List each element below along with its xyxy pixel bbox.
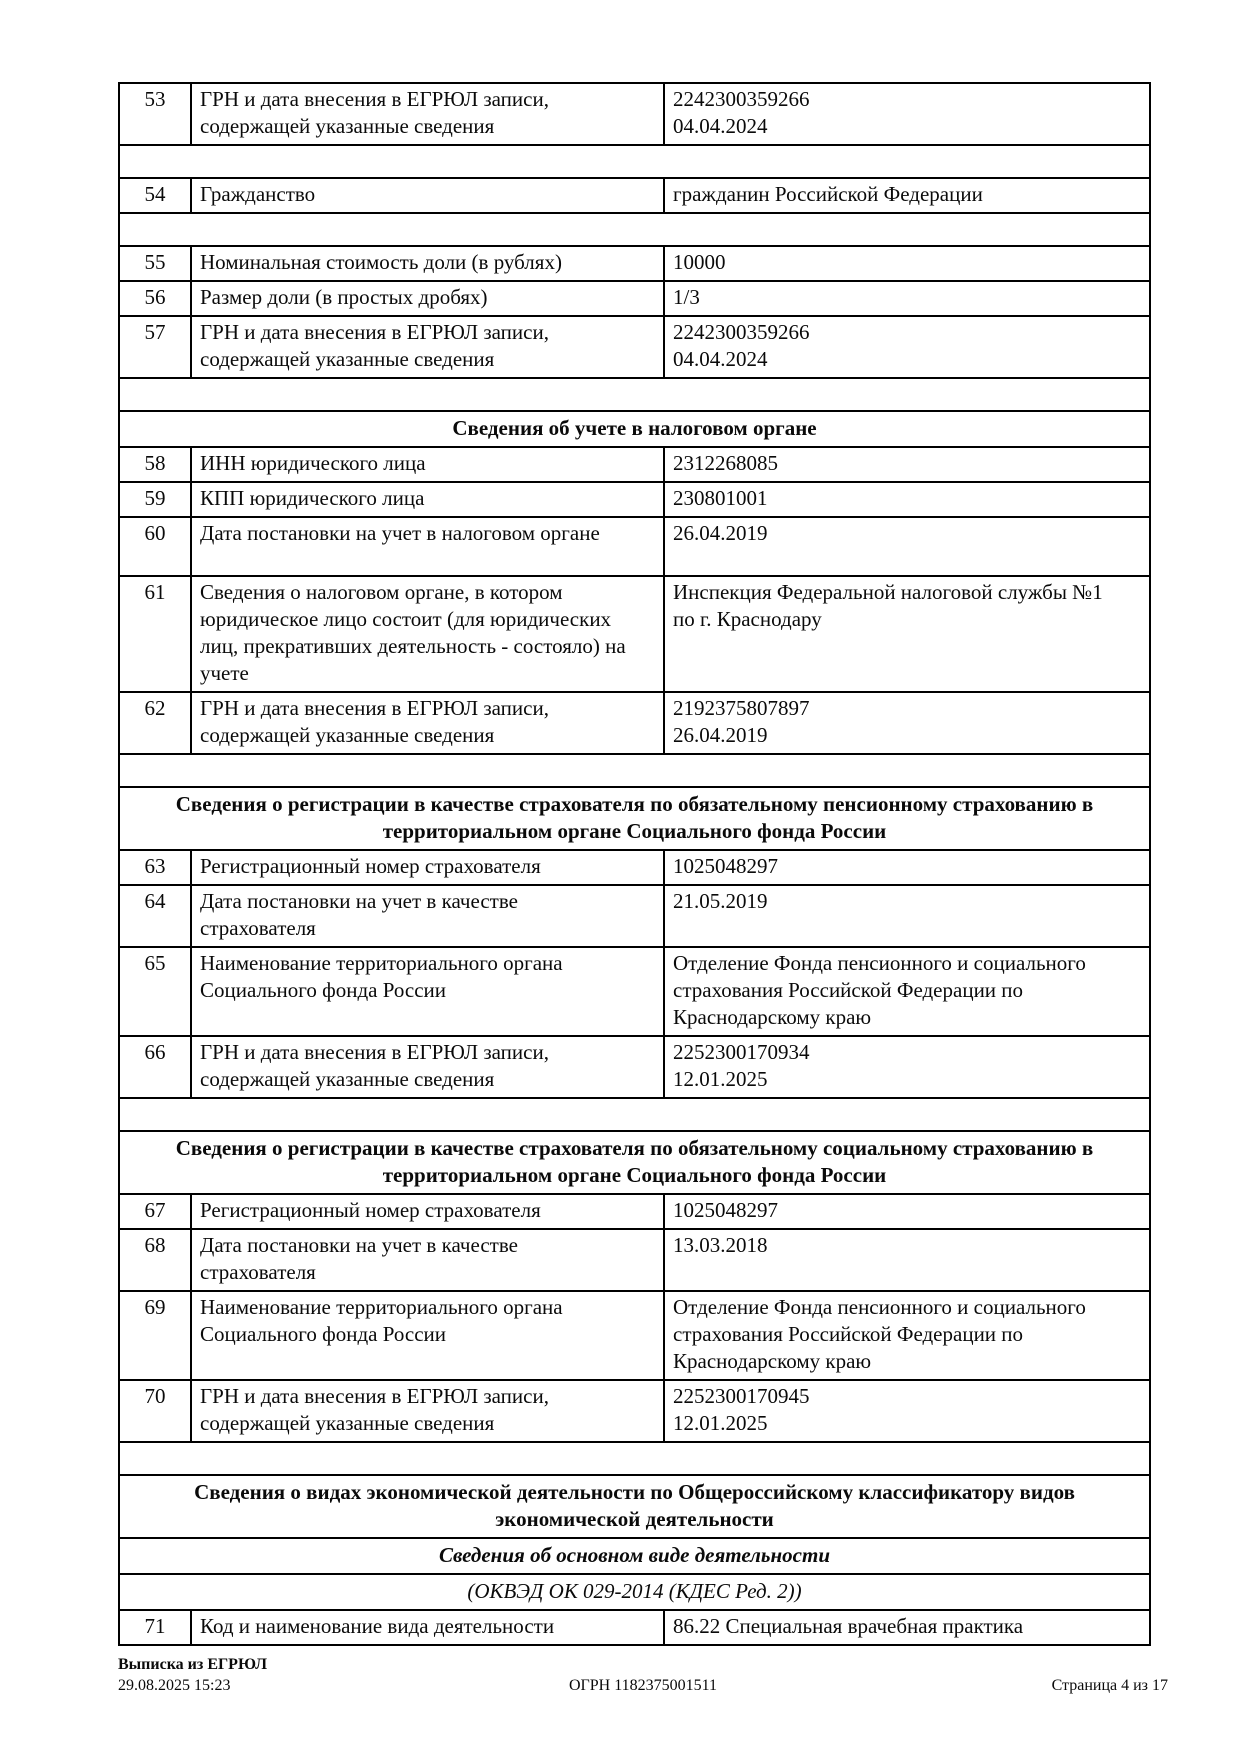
row-number: 56 bbox=[120, 282, 192, 315]
table-row bbox=[120, 177, 1149, 212]
table-row bbox=[120, 1193, 1149, 1228]
table-spacer bbox=[120, 1097, 1149, 1130]
row-label: Регистрационный номер страхователя bbox=[192, 851, 665, 884]
row-value bbox=[665, 247, 1149, 280]
row-value bbox=[665, 1195, 1149, 1228]
row-value bbox=[665, 577, 1149, 691]
row-value bbox=[665, 317, 1149, 377]
table-row bbox=[120, 575, 1149, 691]
egrul-table bbox=[118, 82, 1151, 1646]
row-value bbox=[665, 886, 1149, 946]
row-label: Размер доли (в простых дробях) bbox=[192, 282, 665, 315]
table-row bbox=[120, 280, 1149, 315]
row-value bbox=[665, 948, 1149, 1035]
row-label: Дата постановки на учет в качестве страхователя bbox=[192, 886, 665, 946]
table-row bbox=[120, 315, 1149, 377]
table-spacer bbox=[120, 377, 1149, 410]
table-row bbox=[120, 516, 1149, 575]
row-number: 53 bbox=[120, 84, 192, 144]
row-value bbox=[665, 851, 1149, 884]
row-value-line: 1/3 bbox=[673, 285, 700, 309]
row-number: 70 bbox=[120, 1381, 192, 1441]
row-value-line: 04.04.2024 bbox=[673, 347, 768, 371]
row-number: 60 bbox=[120, 518, 192, 575]
table-spacer bbox=[120, 1441, 1149, 1474]
row-label: ГРН и дата внесения в ЕГРЮЛ записи, содержащей указанные сведения bbox=[192, 317, 665, 377]
table-row bbox=[120, 1379, 1149, 1441]
table-row bbox=[120, 481, 1149, 516]
row-value-line: 04.04.2024 bbox=[673, 114, 768, 138]
row-value bbox=[665, 84, 1149, 144]
table-spacer bbox=[120, 212, 1149, 245]
table-spacer bbox=[120, 753, 1149, 786]
section-header: Сведения о регистрации в качестве страхователя по обязательному социальному страхованию в территориальном органе Социального фонда России bbox=[120, 1130, 1149, 1193]
row-number: 63 bbox=[120, 851, 192, 884]
row-label: ГРН и дата внесения в ЕГРЮЛ записи, содержащей указанные сведения bbox=[192, 84, 665, 144]
row-value-line: 86.22 Специальная врачебная практика bbox=[673, 1614, 1024, 1638]
row-number: 59 bbox=[120, 483, 192, 516]
row-value bbox=[665, 1037, 1149, 1097]
table-row bbox=[120, 884, 1149, 946]
table-row bbox=[120, 1609, 1149, 1644]
page-footer bbox=[118, 1654, 1168, 1702]
footer-datetime: 29.08.2025 15:23 bbox=[118, 1677, 231, 1694]
footer-doc-type: Выписка из ЕГРЮЛ bbox=[118, 1656, 268, 1673]
row-label: ГРН и дата внесения в ЕГРЮЛ записи, содержащей указанные сведения bbox=[192, 1381, 665, 1441]
row-value-line: 2242300359266 bbox=[673, 87, 810, 111]
row-value-line: 1025048297 bbox=[673, 1198, 778, 1222]
row-value-line: 21.05.2019 bbox=[673, 889, 768, 913]
row-label: КПП юридического лица bbox=[192, 483, 665, 516]
row-number: 68 bbox=[120, 1230, 192, 1290]
table-spacer bbox=[120, 144, 1149, 177]
row-value-line: Отделение Фонда пенсионного и социального страхования Российской Федерации по Краснодарскому краю bbox=[673, 951, 1086, 1029]
row-number: 55 bbox=[120, 247, 192, 280]
section-header: Сведения о регистрации в качестве страхователя по обязательному пенсионному страхованию в территориальном органе Социального фонда России bbox=[120, 786, 1149, 849]
row-value-line: 2242300359266 bbox=[673, 320, 810, 344]
row-number: 65 bbox=[120, 948, 192, 1035]
row-value bbox=[665, 1381, 1149, 1441]
row-value-line: 1025048297 bbox=[673, 854, 778, 878]
row-number: 69 bbox=[120, 1292, 192, 1379]
row-number: 66 bbox=[120, 1037, 192, 1097]
row-value-line: гражданин Российской Федерации bbox=[673, 182, 983, 206]
row-number: 71 bbox=[120, 1611, 192, 1644]
row-value bbox=[665, 1230, 1149, 1290]
row-value-line: 26.04.2019 bbox=[673, 521, 768, 545]
footer-ogrn: ОГРН 1182375001511 bbox=[568, 1677, 718, 1694]
table-row bbox=[120, 691, 1149, 753]
row-number: 64 bbox=[120, 886, 192, 946]
row-value-line: 12.01.2025 bbox=[673, 1411, 768, 1435]
row-value bbox=[665, 693, 1149, 753]
row-label: Наименование территориального органа Социального фонда России bbox=[192, 1292, 665, 1379]
table-row bbox=[120, 84, 1149, 144]
row-number: 58 bbox=[120, 448, 192, 481]
row-number: 57 bbox=[120, 317, 192, 377]
table-row bbox=[120, 1290, 1149, 1379]
row-value bbox=[665, 448, 1149, 481]
row-label: Наименование территориального органа Социального фонда России bbox=[192, 948, 665, 1035]
footer-page-number: Страница 4 из 17 bbox=[1051, 1677, 1168, 1694]
row-value bbox=[665, 518, 1149, 575]
table-row bbox=[120, 446, 1149, 481]
row-number: 61 bbox=[120, 577, 192, 691]
row-label: Номинальная стоимость доли (в рублях) bbox=[192, 247, 665, 280]
row-value-line: 2252300170934 bbox=[673, 1040, 810, 1064]
row-label: ГРН и дата внесения в ЕГРЮЛ записи, содержащей указанные сведения bbox=[192, 1037, 665, 1097]
row-value bbox=[665, 1611, 1149, 1644]
row-value bbox=[665, 179, 1149, 212]
section-header: Сведения об учете в налоговом органе bbox=[120, 410, 1149, 446]
table-row bbox=[120, 245, 1149, 280]
table-row bbox=[120, 946, 1149, 1035]
table-row bbox=[120, 849, 1149, 884]
row-label: ГРН и дата внесения в ЕГРЮЛ записи, содержащей указанные сведения bbox=[192, 693, 665, 753]
row-label: Гражданство bbox=[192, 179, 665, 212]
row-number: 54 bbox=[120, 179, 192, 212]
row-value-line: Инспекция Федеральной налоговой службы №1 по г. Краснодару bbox=[673, 580, 1103, 631]
row-label: Сведения о налоговом органе, в котором юридическое лицо состоит (для юридических лиц, прекративших деятельность - состояло) на учете bbox=[192, 577, 665, 691]
row-value-line: 230801001 bbox=[673, 486, 768, 510]
row-label: Код и наименование вида деятельности bbox=[192, 1611, 665, 1644]
table-row bbox=[120, 1228, 1149, 1290]
row-value-line: 2252300170945 bbox=[673, 1384, 810, 1408]
row-value-line: 12.01.2025 bbox=[673, 1067, 768, 1091]
row-value bbox=[665, 483, 1149, 516]
row-value-line: 13.03.2018 bbox=[673, 1233, 768, 1257]
row-label: Дата постановки на учет в качестве страхователя bbox=[192, 1230, 665, 1290]
table-row bbox=[120, 1035, 1149, 1097]
row-value-line: 2312268085 bbox=[673, 451, 778, 475]
row-number: 62 bbox=[120, 693, 192, 753]
section-header: Сведения об основном виде деятельности bbox=[120, 1537, 1149, 1573]
section-header: (ОКВЭД ОК 029-2014 (КДЕС Ред. 2)) bbox=[120, 1573, 1149, 1609]
row-value-line: Отделение Фонда пенсионного и социального страхования Российской Федерации по Краснодарскому краю bbox=[673, 1295, 1086, 1373]
row-label: Дата постановки на учет в налоговом органе bbox=[192, 518, 665, 575]
row-value bbox=[665, 282, 1149, 315]
row-value-line: 26.04.2019 bbox=[673, 723, 768, 747]
row-label: Регистрационный номер страхователя bbox=[192, 1195, 665, 1228]
row-number: 67 bbox=[120, 1195, 192, 1228]
row-value bbox=[665, 1292, 1149, 1379]
row-value-line: 2192375807897 bbox=[673, 696, 810, 720]
section-header: Сведения о видах экономической деятельности по Общероссийскому классификатору видов экономической деятельности bbox=[120, 1474, 1149, 1537]
row-label: ИНН юридического лица bbox=[192, 448, 665, 481]
row-value-line: 10000 bbox=[673, 250, 726, 274]
